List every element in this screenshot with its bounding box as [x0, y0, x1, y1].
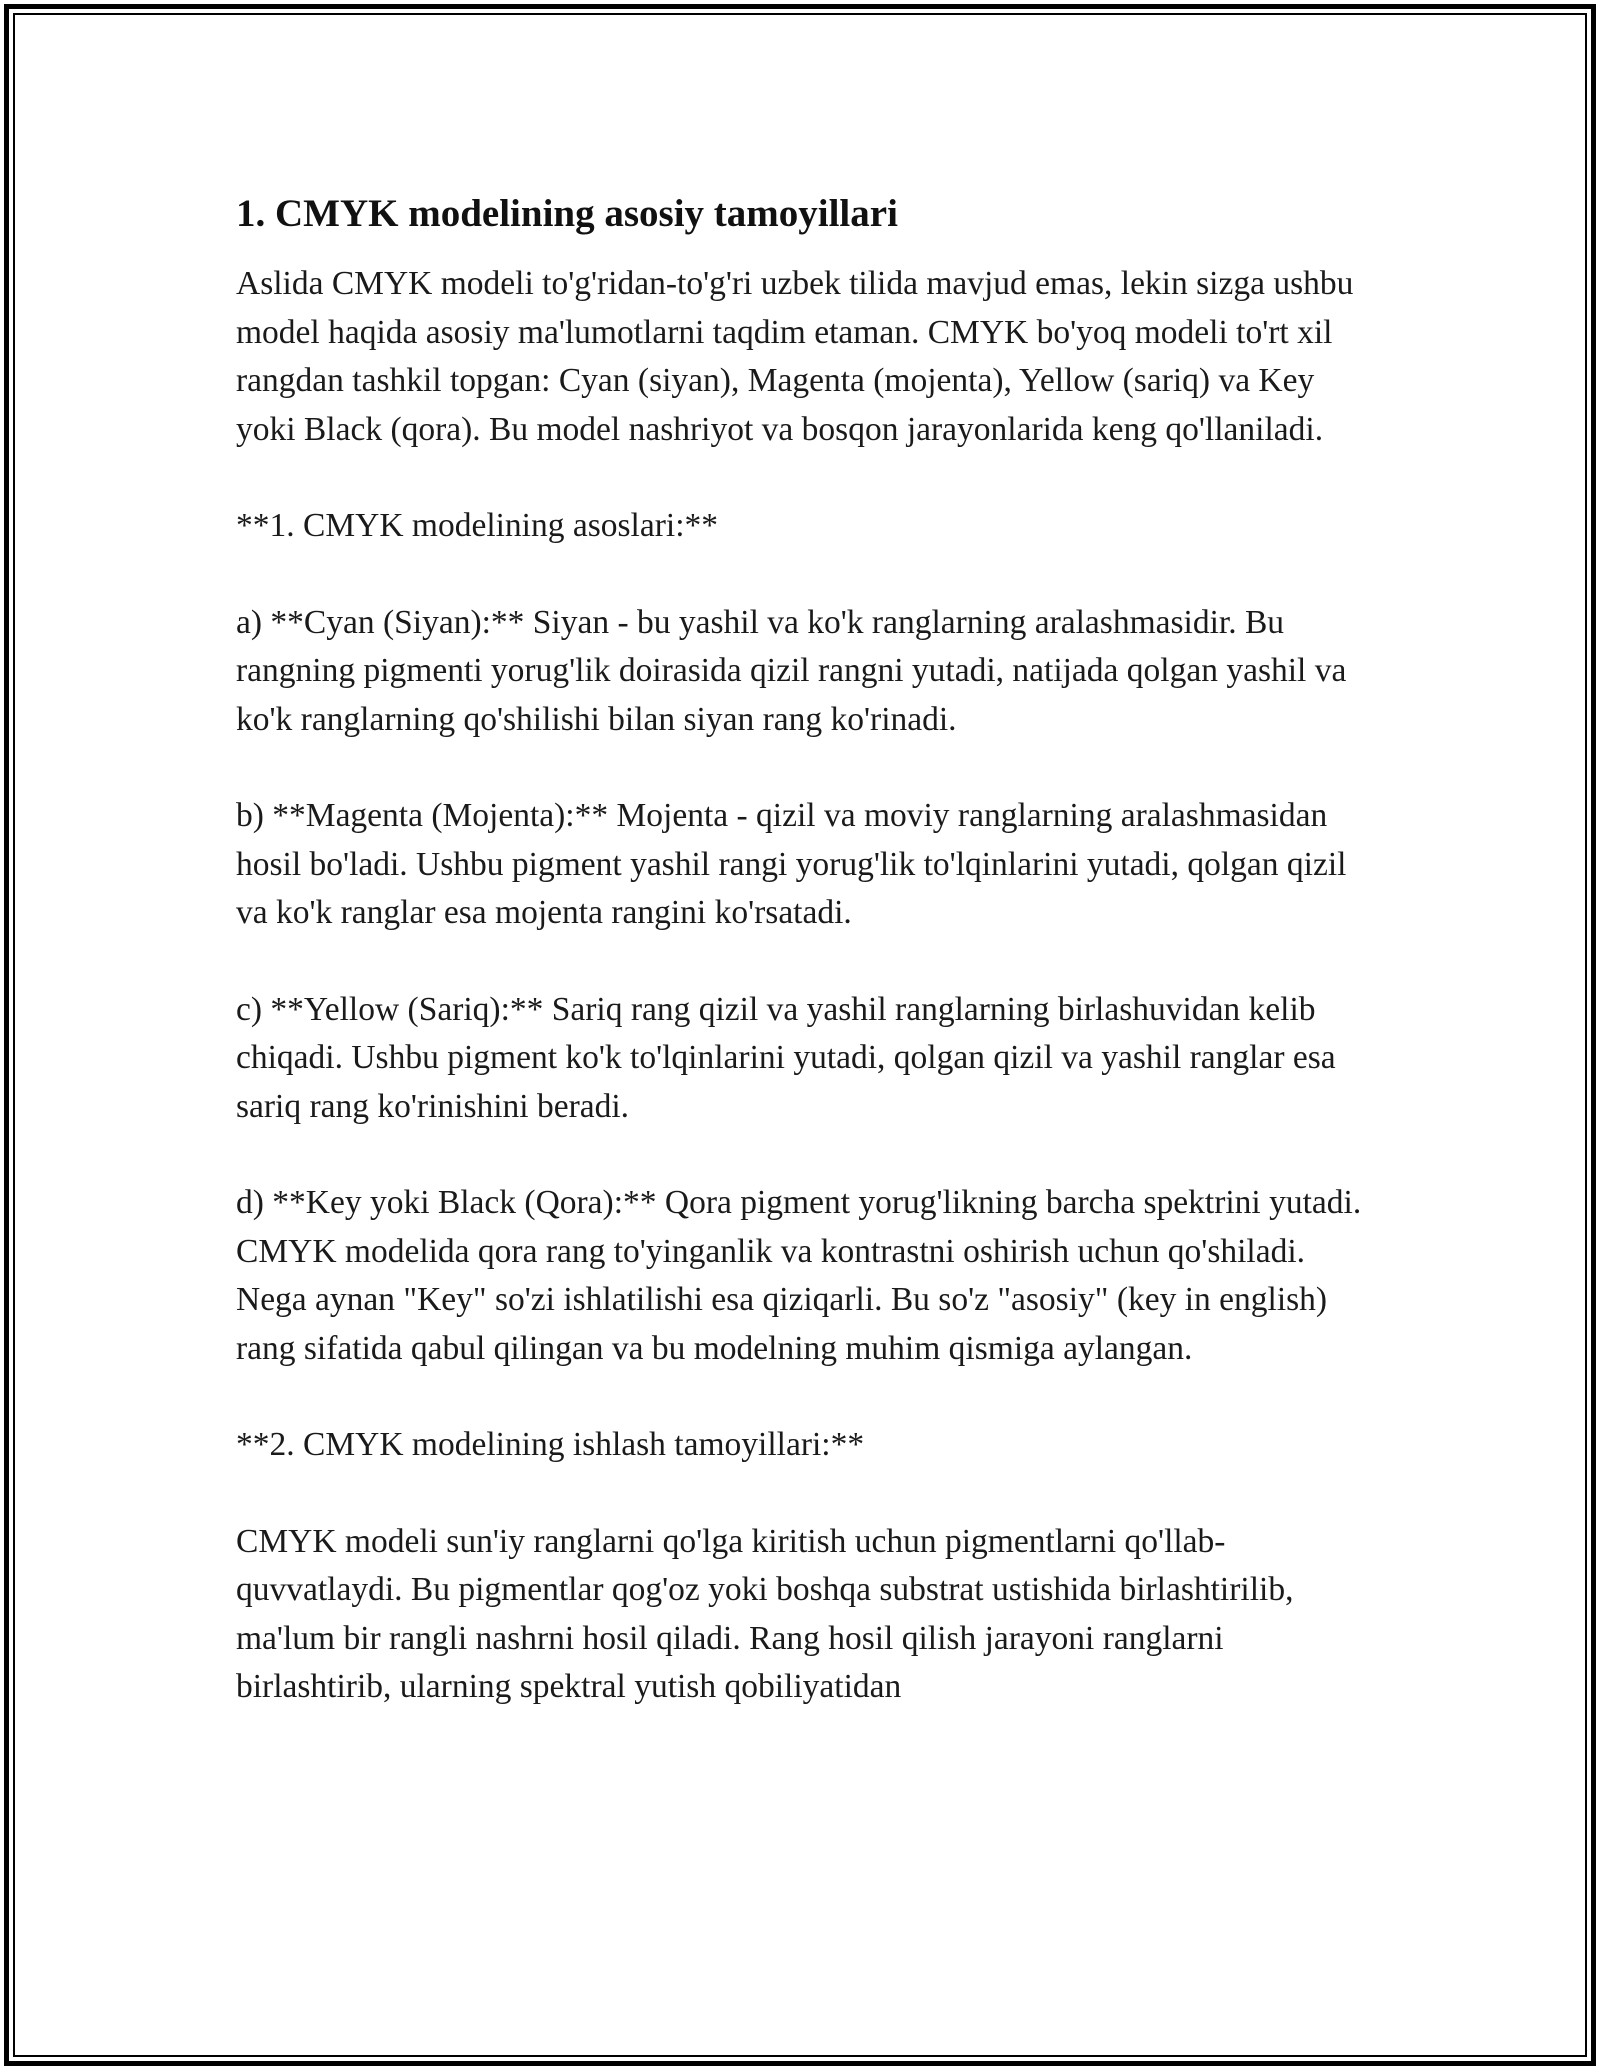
- magenta-paragraph: b) **Magenta (Mojenta):** Mojenta - qizil va moviy ranglarning aralashmasidan hosil bo'ladi. Ushbu pigment yashil rangi yorug'lik to'lqinlarini yutadi, qolgan qizil va ko'k ranglar esa mojenta rangini ko'rsatadi.: [236, 797, 1347, 931]
- key-black-paragraph: d) **Key yoki Black (Qora):** Qora pigment yorug'likning barcha spektrini yutadi. CMYK modelida qora rang to'yinganlik va kontrastni oshirish uchun qo'shiladi. Nega aynan "Key" so'zi ishlatilishi esa qiziqarli. Bu so'z "asosiy" (key in english) rang sifatida qabul qilingan va bu modelning muhim qismiga aylangan.: [236, 1184, 1362, 1367]
- document-body: [236, 186, 1366, 1760]
- intro-paragraph: Aslida CMYK modeli to'g'ridan-to'g'ri uzbek tilida mavjud emas, lekin sizga ushbu model haqida asosiy ma'lumotlarni taqdim etaman. CMYK bo'yoq modeli to'rt xil rangdan tashkil topgan: Cyan (siyan), Magenta (mojenta), Yellow (sariq) va Key yoki Black (qora). Bu model nashriyot va bosqon jarayonlarida keng qo'llaniladi.: [236, 265, 1354, 448]
- yellow-paragraph: c) **Yellow (Sariq):** Sariq rang qizil va yashil ranglarning birlashuvidan kelib chiqadi. Ushbu pigment ko'k to'lqinlarini yutadi, qolgan qizil va yashil ranglar esa sariq rang ko'rinishini beradi.: [236, 990, 1336, 1125]
- working-principles-paragraph: CMYK modeli sun'iy ranglarni qo'lga kiritish uchun pigmentlarni qo'llab-quvvatlaydi. Bu pigmentlar qog'oz yoki boshqa substrat ustishida birlashtirilib, ma'lum bir rangli nashrni hosil qiladi. Rang hosil qilish jarayoni ranglarni birlashtirib, ularning spektral yutish qobiliyatidan: [236, 1522, 1294, 1705]
- section-2-title: **2. CMYK modelining ishlash tamoyillari:**: [236, 1426, 865, 1463]
- document-heading: 1. CMYK modelining asosiy tamoyillari: [236, 192, 898, 235]
- section-1-title: **1. CMYK modelining asoslari:**: [236, 507, 719, 544]
- cyan-paragraph: a) **Cyan (Siyan):** Siyan - bu yashil va ko'k ranglarning aralashmasidir. Bu rangning pigmenti yorug'lik doirasida qizil rangni yutadi, natijada qolgan yashil va ko'k ranglarning qo'shilishi bilan siyan rang ko'rinadi.: [236, 603, 1347, 738]
